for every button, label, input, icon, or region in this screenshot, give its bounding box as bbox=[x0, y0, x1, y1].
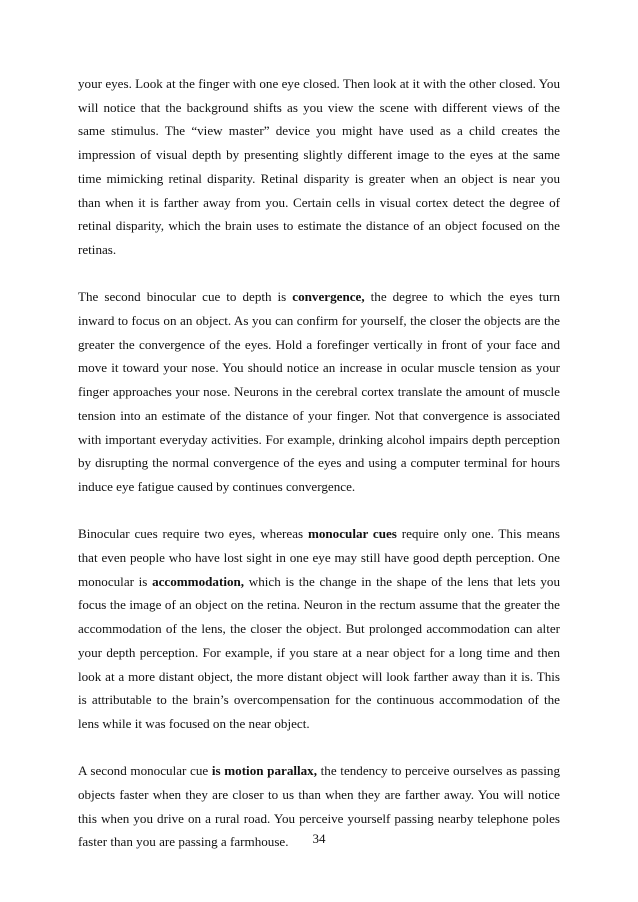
paragraph-monocular-cues bbox=[78, 522, 560, 735]
paragraph-text: your eyes. Look at the finger with one eye closed. Then look at it with the other closed. You will notice that the background shifts as you view the scene with different views of the same stimulus. The “view master” device you might have used as a child creates the impression of visual depth by presenting slightly different image to the eyes at the same time mimicking retinal disparity. Retinal disparity is greater when an object is near you than when it is farther away from you. Certain cells in visual cortex detect the degree of retinal disparity, which the brain uses to estimate the distance of an object focused on the retinas. bbox=[78, 76, 560, 257]
term-monocular-cues: monocular cues bbox=[307, 526, 397, 542]
paragraph-retinal-disparity bbox=[78, 72, 560, 262]
paragraph-convergence bbox=[78, 285, 560, 498]
term-accommodation: accommodation, bbox=[152, 573, 245, 589]
page-number: 34 bbox=[312, 831, 326, 846]
paragraph-text: A second monocular cue bbox=[78, 763, 212, 779]
term-motion-parallax: is motion parallax, bbox=[211, 763, 318, 779]
paragraph-text: the tendency to perceive ourselves as passing objects faster when they are closer to us than when they are farther away. You will notice this when you drive on a rural road. You perceive yourself passing nearby telephone poles faster than you are passing a farmhouse. bbox=[78, 763, 560, 850]
term-convergence: convergence, bbox=[292, 289, 365, 305]
paragraph-text: Binocular cues require two eyes, whereas bbox=[78, 526, 308, 542]
paragraph-text: The second binocular cue to depth is bbox=[78, 289, 293, 305]
paragraph-text: which is the change in the shape of the lens that lets you focus the image of an object on the retina. Neuron in the rectum assume that the greater the accommodation of the lens, the closer the object. But prolonged accommodation can alter your depth perception. For example, if you stare at a near object for a long time and then look at a more distant object, the more distant object will look farther away than it is. This is attributable to the brain’s overcompensation for the continuous accommodation of the lens while it was focused on the near object. bbox=[78, 573, 560, 731]
paragraph-text: the degree to which the eyes turn inward to focus on an object. As you can confirm for yourself, the closer the objects are the greater the convergence of the eyes. Hold a forefinger vertically in front of your face and move it toward your nose. You should notice an increase in ocular muscle tension as your finger approaches your nose. Neurons in the cerebral cortex translate the amount of muscle tension into an estimate of the distance of your finger. Not that convergence is associated with important everyday activities. For example, drinking alcohol impairs depth perception by disrupting the normal convergence of the eyes and using a computer terminal for hours induce eye fatigue caused by continues convergence. bbox=[78, 289, 560, 494]
paragraph-text: require only one. This means that even people who have lost sight in one eye may still have good depth perception. One monocular is bbox=[78, 526, 560, 589]
body-text bbox=[78, 72, 560, 854]
